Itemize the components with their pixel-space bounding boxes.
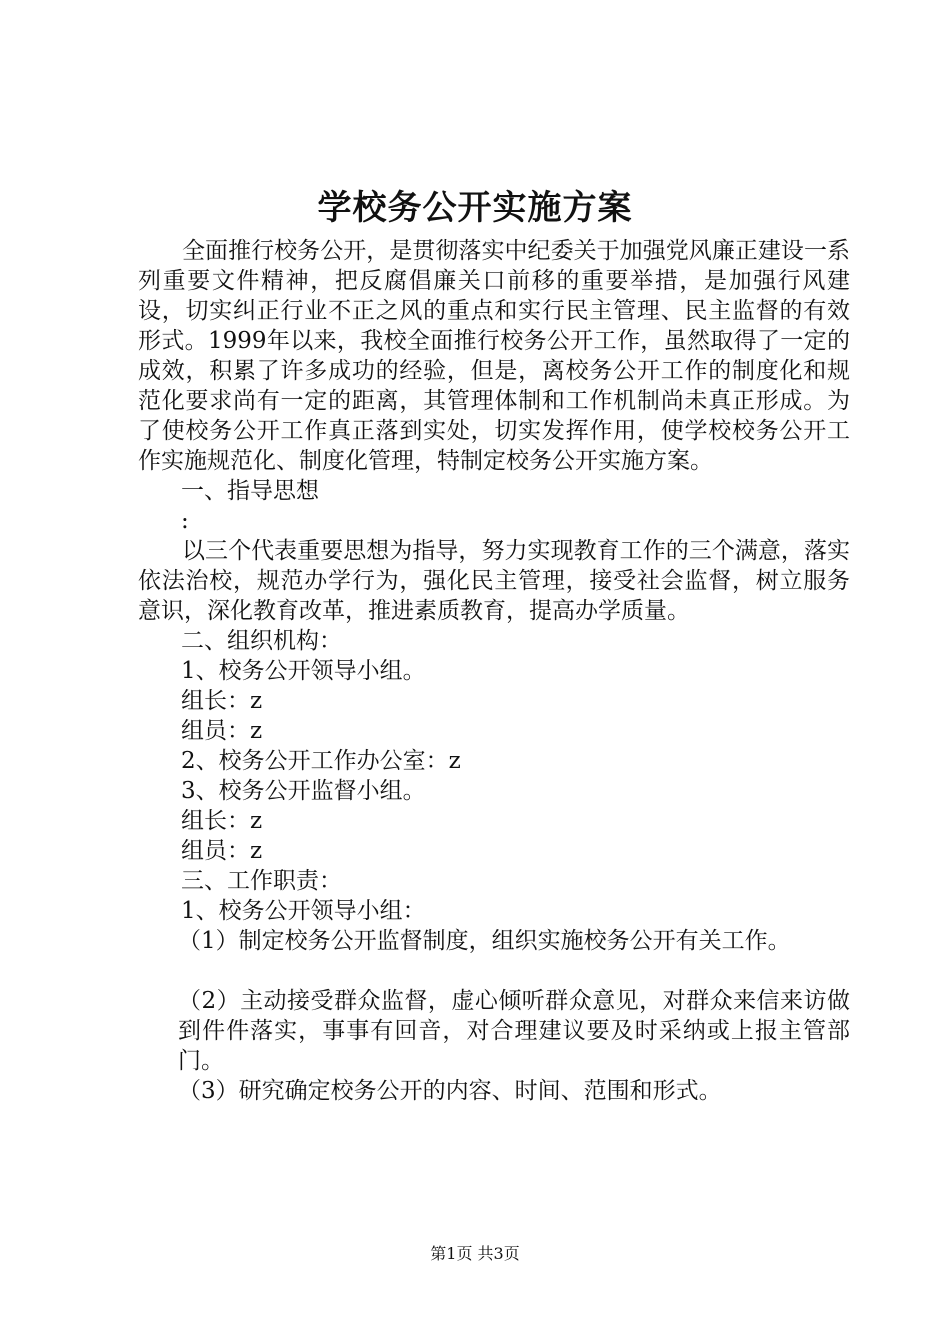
section-heading-responsibilities: 三、工作职责：	[181, 868, 342, 894]
org-line: 1、校务公开领导小组。	[181, 658, 426, 684]
responsibility-item: （3）研究确定校务公开的内容、时间、范围和形式。	[178, 1078, 722, 1104]
page-title: 学校务公开实施方案	[317, 188, 633, 228]
document-body	[138, 236, 850, 1106]
org-line: 2、校务公开工作办公室：z	[181, 748, 461, 774]
intro-paragraph: 全面推行校务公开，是贯彻落实中纪委关于加强党风廉正建设一系列重要文件精神，把反腐倡廉关口前移的重要举措，是加强行风建设，切实纠正行业不正之风的重点和实行民主管理、民主监督的有效形式。1999年以来，我校全面推行校务公开工作，虽然取得了一定的成效，积累了许多成功的经验，但是，离校务公开工作的制度化和规范化要求尚有一定的距离，其管理体制和工作机制尚未真正形成。为了使校务公开工作真正落到实处，切实发挥作用，使学校校务公开工作实施规范化、制度化管理，特制定校务公开实施方案。	[138, 238, 850, 474]
blank-line	[138, 956, 850, 986]
guiding-ideology-paragraph: 以三个代表重要思想为指导，努力实现教育工作的三个满意，落实依法治校，规范办学行为，强化民主管理，接受社会监督，树立服务意识，深化教育改革，推进素质教育，提高办学质量。	[138, 538, 850, 624]
stray-colon: :	[181, 508, 189, 534]
org-line: 组员：z	[181, 718, 263, 744]
org-line: 3、校务公开监督小组。	[181, 778, 426, 804]
subheading-leading-group: 1、校务公开领导小组：	[181, 898, 426, 924]
section-heading-organization: 二、组织机构：	[181, 628, 342, 654]
org-line: 组长：z	[181, 808, 263, 834]
org-line: 组长：z	[181, 688, 263, 714]
section-heading-guiding-ideology: 一、指导思想	[181, 478, 319, 504]
responsibility-item: （1）制定校务公开监督制度，组织实施校务公开有关工作。	[178, 928, 791, 954]
org-line: 组员：z	[181, 838, 263, 864]
page-footer: 第1页 共3页	[430, 1244, 520, 1263]
responsibility-item: （2）主动接受群众监督，虚心倾听群众意见，对群众来信来访做到件件落实，事事有回音，对合理建议要及时采纳或上报主管部门。	[178, 988, 850, 1074]
